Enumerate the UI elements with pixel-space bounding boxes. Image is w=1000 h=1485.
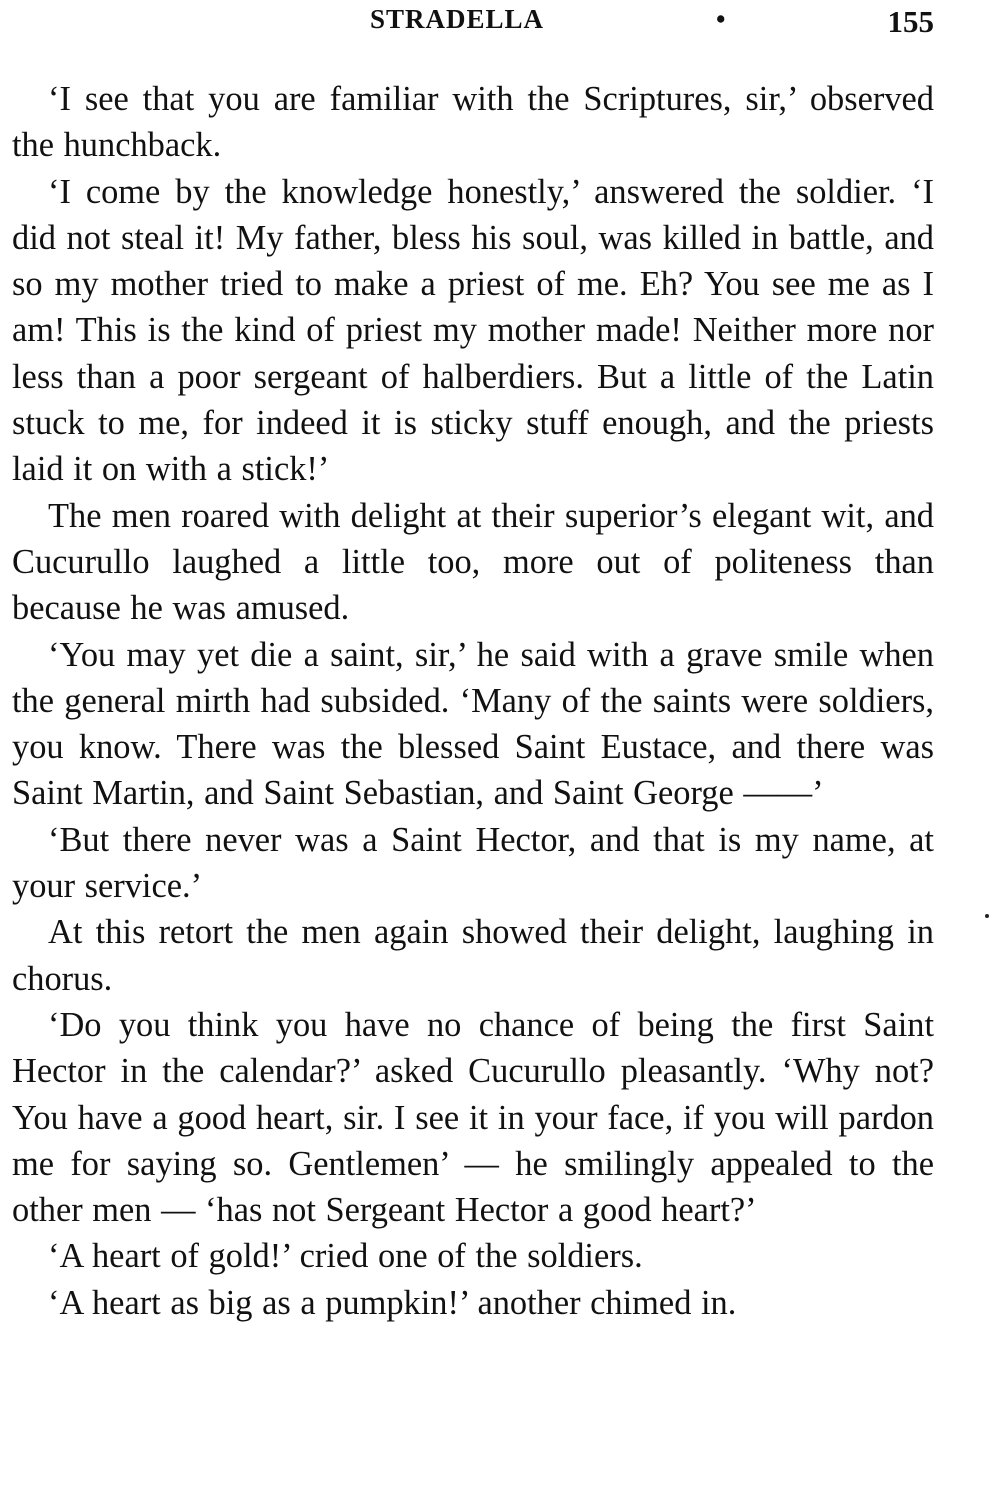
- paragraph: ‘I see that you are familiar with the Scriptures, sir,’ observed the hunchback.: [12, 80, 934, 165]
- paragraph: ‘You may yet die a saint, sir,’ he said with a grave smile when the general mirth had subsided. ‘Many of the saints were soldiers, you know. There was the blessed Saint Eustace, and there was Saint Martin, and Saint Sebastian, and Saint George ——’: [12, 635, 934, 813]
- paragraph: ‘Do you think you have no chance of being the first Saint Hector in the calendar?’ asked Cucurullo pleasantly. ‘Why not? You have a good heart, sir. I see it in your face, if you will pardon me for saying so. Gentlemen’ — he smilingly appealed to the other men — ‘has not Sergeant Hector a good heart?’: [12, 1005, 934, 1230]
- paragraph: The men roared with delight at their superior’s elegant wit, and Cucurullo laughed a little too, more out of politeness than because he was amused.: [12, 496, 934, 628]
- scan-speck: [985, 914, 989, 918]
- header-separator-dot: •: [716, 4, 726, 34]
- page-header: [12, 2, 934, 42]
- paragraph: ‘But there never was a Saint Hector, and that is my name, at your service.’: [12, 820, 934, 906]
- page-number: 155: [887, 4, 934, 39]
- paragraph: ‘A heart as big as a pumpkin!’ another chimed in.: [48, 1283, 737, 1322]
- paragraph: ‘A heart of gold!’ cried one of the soldiers.: [48, 1237, 643, 1276]
- running-title: STRADELLA: [370, 4, 545, 34]
- paragraph: At this retort the men again showed their delight, laughing in chorus.: [12, 913, 934, 998]
- body-text: [12, 76, 934, 1326]
- paragraph: ‘I come by the knowledge honestly,’ answered the soldier. ‘I did not steal it! My father, bless his soul, was killed in battle, and so my mother tried to make a priest of me. Eh? You see me as I am! This is the kind of priest my mother made! Neither more nor less than a poor sergeant of halberdiers. But a little of the Latin stuck to me, for indeed it is sticky stuff enough, and the priests laid it on with a stick!’: [12, 172, 934, 489]
